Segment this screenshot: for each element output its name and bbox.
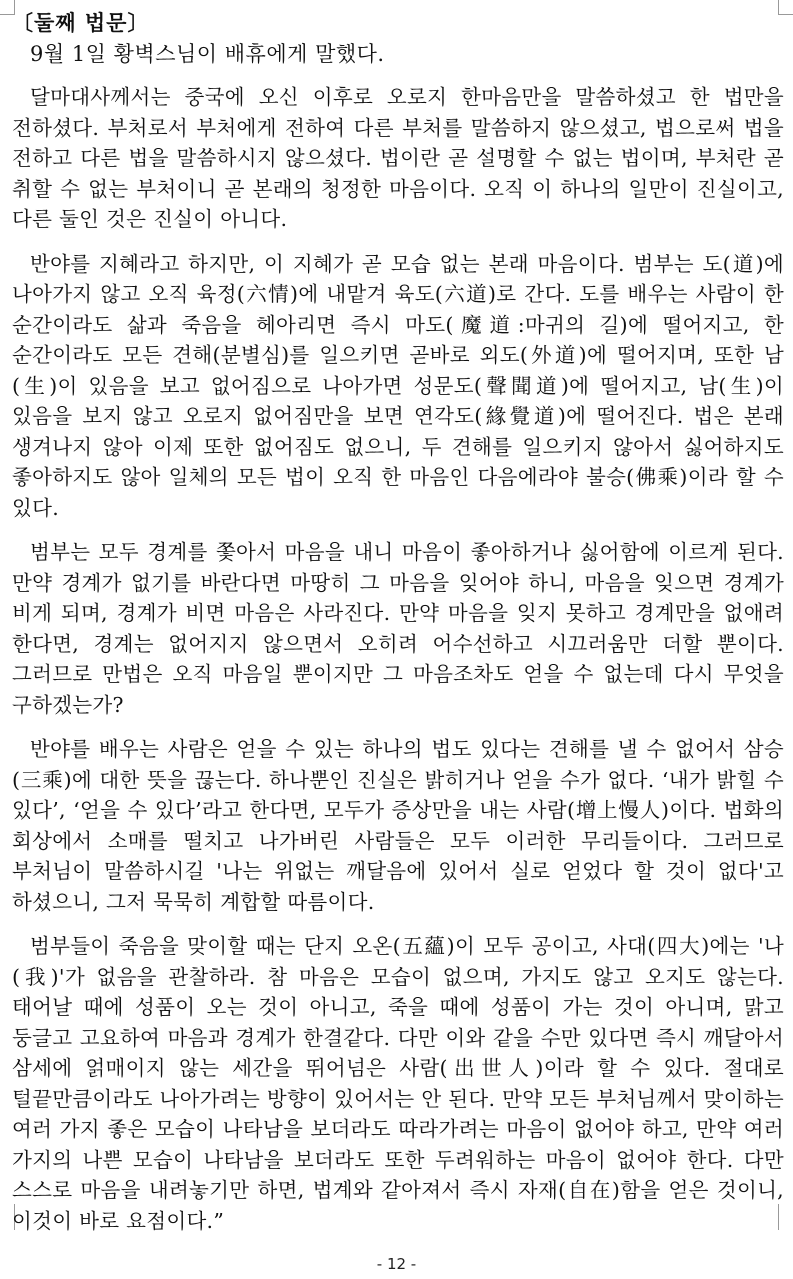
- paragraph-2: 반야를 지혜라고 하지만, 이 지혜가 곧 모습 없는 본래 마음이다. 범부는 도(道)에 나아가지 않고 오직 육정(六情)에 내맡겨 육도(六道)로 간다. 도를 배우는 사람이 한 순간이라도 삶과 죽음을 헤아리면 즉시 마도(魔道:마귀의 길)에 떨어지고, 한 순간이라도 모든 견해(분별심)를 일으키면 곧바로 외도(外道)에 떨어지며, 또한 남(生)이 있음을 보고 없어짐으로 나아가면 성문도(聲聞道)에 떨어지고, 남(生)이 있음을 보지 않고 오로지 없어짐만을 보면 연각도(緣覺道)에 떨어진다. 법은 본래 생겨나지 않아 이제 또한 없어짐도 없으니, 두 견해를 일으키지 않아서 싫어하지도 좋아하지도 않아 일체의 모든 법이 오직 한 마음인 다음에라야 불승(佛乘)이라 할 수 있다.: [12, 251, 784, 520]
- lead-sentence: 9월 1일 황벽스님이 배휴에게 말했다.: [30, 42, 385, 66]
- section-heading: 〔둘째 법문〕: [12, 10, 150, 35]
- paragraph-3: 범부는 모두 경계를 쫓아서 마음을 내니 마음이 좋아하거나 싫어함에 이르게 된다. 만약 경계가 없기를 바란다면 마땅히 그 마음을 잊어야 하니, 마음을 잊으면 경계가 비게 되며, 경계가 비면 마음은 사라진다. 만약 마음을 잊지 못하고 경계만을 없애려 한다면, 경계는 없어지지 않으면서 오히려 어수선하고 시끄러움만 더할 뿐이다. 그러므로 만법은 오직 마음일 뿐이지만 그 마음조차도 얻을 수 없는데 다시 무엇을 구하겠는가?: [12, 540, 784, 717]
- paragraph-4: 반야를 배우는 사람은 얻을 수 있는 하나의 법도 있다는 견해를 낼 수 없어서 삼승(三乘)에 대한 뜻을 끊는다. 하나뿐인 진실은 밝히거나 얻을 수가 없다. ‘내가 밝힐 수 있다’, ‘얻을 수 있다’라고 한다면, 모두가 증상만을 내는 사람(增上慢人)이다. 법화의 회상에서 소매를 떨치고 나가버린 사람들은 모두 이러한 무리들이다. 그러므로 부처님이 말씀하시길 '나는 위없는 깨달음에 있어서 실로 얻었다 할 것이 없다'고 하셨으니, 그저 묵묵히 계합할 따름이다.: [12, 737, 784, 914]
- paragraph-5: 범부들이 죽음을 맞이할 때는 단지 오온(五蘊)이 모두 공이고, 사대(四大)에는 '나(我)'가 없음을 관찰하라. 참 마음은 모습이 없으며, 가지도 않고 오지도 않는다. 태어날 때에 성품이 오는 것이 아니고, 죽을 때에 성품이 가는 것이 아니며, 맑고 둥글고 고요하여 마음과 경계가 한결같다. 다만 이와 같을 수만 있다면 즉시 깨달아서 삼세에 얽매이지 않는 세간을 뛰어넘은 사람(出世人)이라 할 수 있다. 절대로 털끝만큼이라도 나아가려는 방향이 있어서는 안 된다. 만약 모든 부처님께서 맞이하는 여러 가지 좋은 모습이 나타남을 보더라도 따라가려는 마음이 없어야 하고, 만약 여러 가지의 나쁜 모습이 나타남을 보더라도 또한 두려워하는 마음이 없어야 한다. 다만 스스로 마음을 내려놓기만 하면, 법계와 같아져서 즉시 자재(自在)함을 얻은 것이니, 이것이 바로 요점이다.”: [12, 934, 784, 1233]
- page-body: [12, 8, 784, 1250]
- page-number: - 12 -: [376, 1255, 417, 1273]
- paragraph-1: 달마대사께서는 중국에 오신 이후로 오로지 한마음만을 말씀하셨고 한 법만을 전하셨다. 부처로서 부처에게 전하여 다른 부처를 말씀하지 않으셨고, 법으로써 법을 전하고 다른 법을 말씀하시지 않으셨다. 법이란 곧 설명할 수 없는 법이며, 부처란 곧 취할 수 없는 부처이니 곧 본래의 청정한 마음이다. 오직 이 하나의 일만이 진실이고, 다른 둘인 것은 진실이 아니다.: [12, 85, 784, 231]
